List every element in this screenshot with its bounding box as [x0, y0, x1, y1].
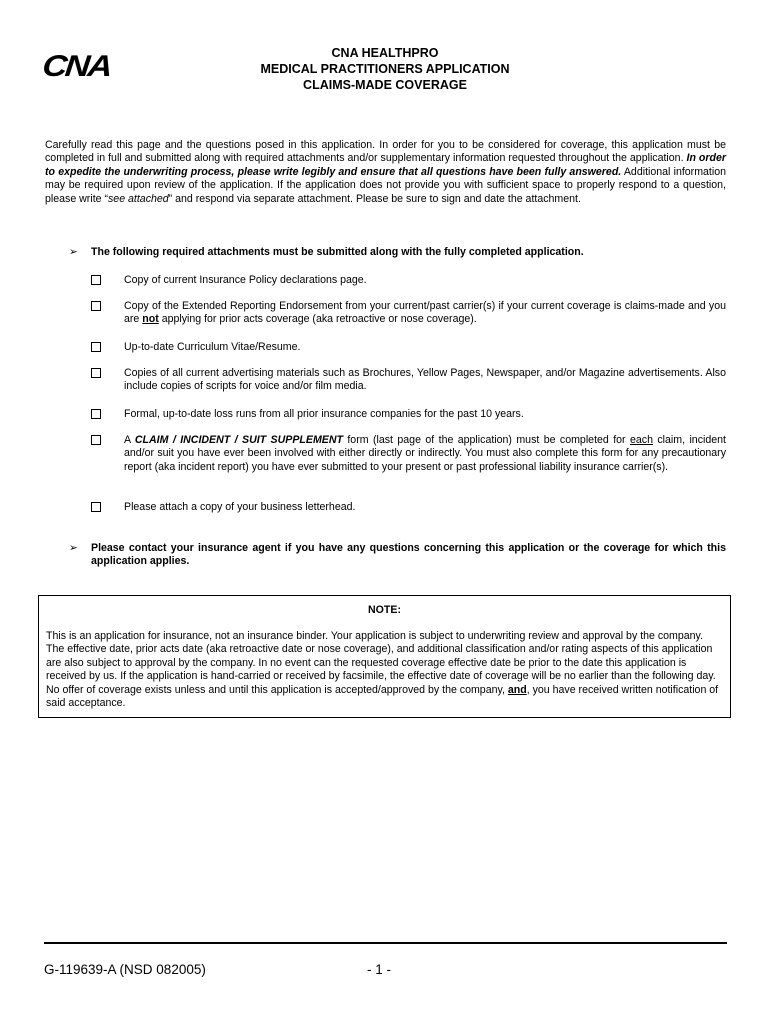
attachment-item-loss-runs: [91, 408, 726, 421]
form-number: G-119639-A (NSD 082005): [44, 962, 206, 977]
attachment-item-cv: [91, 341, 726, 354]
contact-agent-bullet: [69, 542, 726, 569]
attachment-item-letterhead: [91, 501, 726, 514]
attachment-item-claim-supplement: [91, 434, 726, 474]
title-line-3: CLAIMS-MADE COVERAGE: [303, 78, 467, 92]
arrow-bullet-icon: ➢: [69, 542, 78, 554]
intro-see-attached: see attached: [108, 192, 169, 205]
intro-text-3: ” and respond via separate attachment. Please be sure to sign and date the attachment.: [168, 192, 581, 205]
checkbox[interactable]: [91, 368, 101, 378]
checkbox[interactable]: [91, 342, 101, 352]
document-title: [160, 45, 610, 93]
checkbox[interactable]: [91, 301, 101, 311]
intro-emphasis: In order to expedite the underwriting process, please write legibly and ensure that all questions have been fully answered.: [45, 152, 726, 178]
attachment-item-text: A CLAIM / INCIDENT / SUIT SUPPLEMENT form (last page of the application) must be completed for each claim, incident and/or suit you have ever been involved with either directly or indirectly. You must also complete this form for any precautionary report (aka incident report) you have ever submitted to your present or past professional liability insurance carrier(s).: [124, 434, 726, 473]
attachment-item-text: Copy of current Insurance Policy declarations page.: [124, 274, 367, 286]
attachment-item-text: Copies of all current advertising materials such as Brochures, Yellow Pages, Newspaper, and/or Magazine advertisements. Also include copies of scripts for voice and/or film media.: [124, 367, 726, 393]
contact-agent-text: Please contact your insurance agent if you have any questions concerning this application or the coverage for which this application applies.: [91, 542, 726, 568]
attachment-item-declarations: [91, 274, 726, 287]
checkbox[interactable]: [91, 435, 101, 445]
attachment-item-text: Please attach a copy of your business letterhead.: [124, 501, 356, 513]
note-heading: NOTE:: [368, 604, 401, 616]
intro-text-1: Carefully read this page and the questions posed in this application. In order for you to be considered for coverage, this application must be completed in full and submitted along with required attachments and/or supplementary information requested throughout the application.: [45, 139, 726, 165]
note-text: This is an application for insurance, not an insurance binder. Your application is subject to underwriting review and approval by the company. The effective date, prior acts date (aka retroactive date or nose coverage), and additional classification and/or rating aspects of this application are also subject to approval by the company. In no event can the requested coverage effective date be prior to the date this application is received by us. If the application is hand-carried or received by facsimile, the effective date of coverage will be no earlier than the following day. No offer of coverage exists unless and until this application is accepted/approved by the company, and, you have received written notification of said acceptance.: [46, 630, 719, 710]
attachment-item-extended-reporting: [91, 300, 726, 327]
checkbox[interactable]: [91, 502, 101, 512]
page-number: - 1 -: [367, 962, 392, 977]
attachment-item-advertising: [91, 367, 726, 394]
footer-divider: [44, 942, 727, 944]
cna-logo: CNA: [40, 50, 113, 83]
attachment-item-text: Copy of the Extended Reporting Endorsement from your current/past carrier(s) if your current coverage is claims-made and you are not applying for prior acts coverage (aka retroactive or nose coverage).: [124, 300, 726, 326]
checkbox[interactable]: [91, 275, 101, 285]
attachments-heading-bullet: [69, 246, 726, 259]
attachments-heading: The following required attachments must be submitted along with the fully completed application.: [91, 246, 584, 258]
title-line-2: MEDICAL PRACTITIONERS APPLICATION: [260, 62, 510, 76]
intro-text-2: Additional information may be required upon review of the application. If the application does not provide you with sufficient space to properly respond to a question, please write “: [45, 165, 726, 205]
checkbox[interactable]: [91, 409, 101, 419]
title-line-1: CNA HEALTHPRO: [331, 46, 439, 60]
intro-paragraph: [45, 139, 726, 206]
arrow-bullet-icon: ➢: [69, 246, 78, 258]
note-box: [38, 595, 731, 718]
attachment-item-text: Up-to-date Curriculum Vitae/Resume.: [124, 341, 301, 353]
attachment-item-text: Formal, up-to-date loss runs from all prior insurance companies for the past 10 years.: [124, 408, 524, 420]
